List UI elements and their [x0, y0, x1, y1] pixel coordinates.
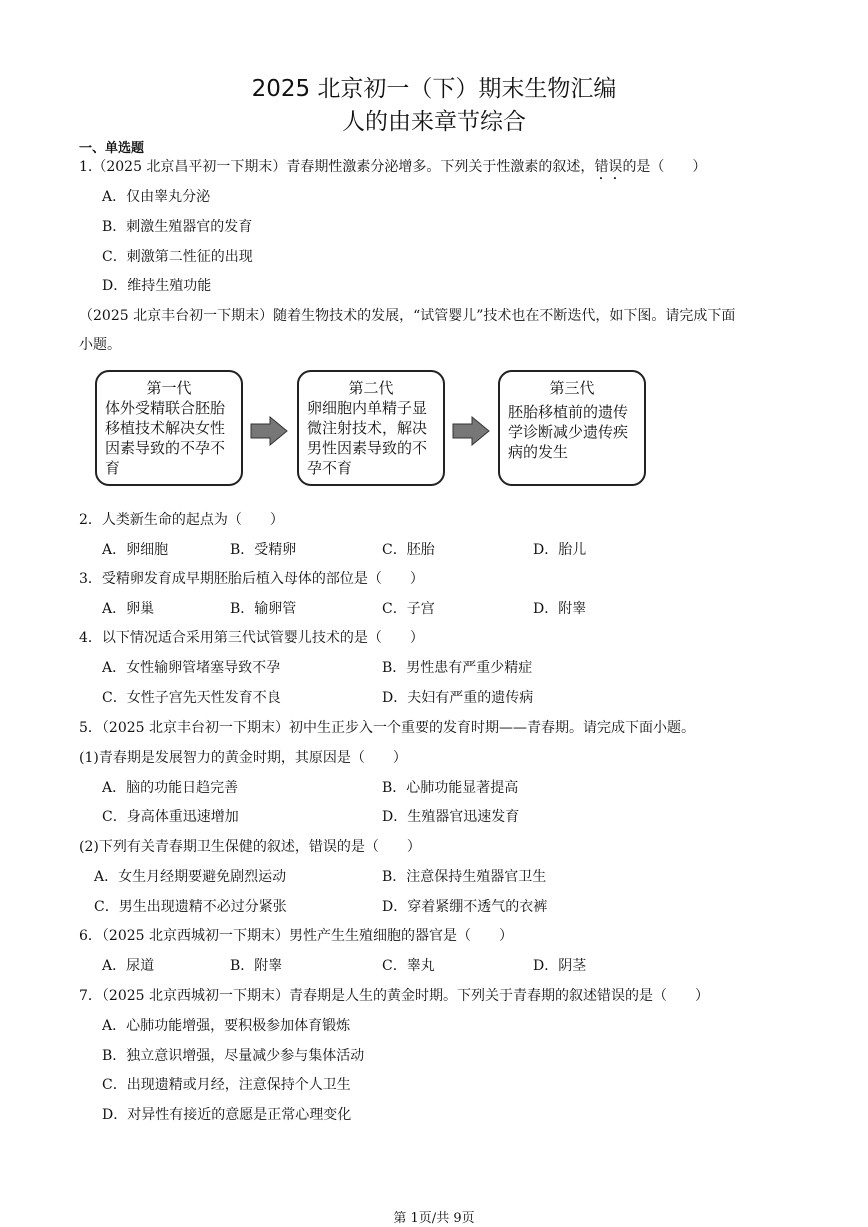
question-7-option-b: B．独立意识增强，尽量减少参与集体活动: [102, 1048, 365, 1064]
generation-1-text: 体外受精联合胚胎移植技术解决女性因素导致的不孕不育: [105, 399, 226, 477]
generation-3-box: [498, 370, 646, 486]
question-5-sub1: (1)青春期是发展智力的黄金时期，其原因是（ ）: [79, 750, 407, 766]
question-6-option-c: C．睾丸: [382, 958, 435, 974]
page-subtitle: 人的由来章节综合: [342, 109, 526, 135]
question-4-option-d: D．夫妇有严重的遗传病: [382, 690, 534, 706]
question-3-option-b: B．输卵管: [230, 601, 297, 617]
question-5-1-option-d: D．生殖器官迅速发育: [382, 809, 520, 825]
generation-1-title: 第一代: [146, 379, 192, 397]
question-2-option-a: A．卵细胞: [102, 542, 169, 558]
question-3-stem: 3．受精卵发育成早期胚胎后植入母体的部位是（ ）: [79, 571, 424, 587]
generation-2-text: 卵细胞内单精子显微注射技术，解决男性因素导致的不孕不育: [307, 399, 428, 477]
question-2-stem: 2．人类新生命的起点为（ ）: [79, 512, 284, 528]
group-intro-line2: 小题。: [79, 337, 121, 353]
page-footer: 第 1页/共 9页: [393, 1211, 475, 1226]
question-3-option-c: C．子宫: [382, 601, 435, 617]
question-5-2-option-a: A．女生月经期要避免剧烈运动: [94, 869, 287, 885]
question-1-stem: [79, 156, 706, 183]
question-3-option-d: D．附睾: [533, 601, 587, 617]
question-3-option-a: A．卵巢: [102, 601, 155, 617]
question-1-option-d: D．维持生殖功能: [102, 278, 212, 294]
question-2-option-d: D．胎儿: [533, 542, 587, 558]
question-6-option-a: A．尿道: [102, 958, 155, 974]
question-5-sub2: (2)下列有关青春期卫生保健的叙述，错误的是（ ）: [79, 839, 421, 855]
question-7-stem: 7．（2025 北京西城初一下期末）青春期是人生的黄金时期。下列关于青春期的叙述错误的是（ ）: [79, 988, 709, 1004]
generation-2-title: 第二代: [348, 379, 394, 397]
question-1-emphasis: 错误: [594, 159, 623, 175]
question-7-option-d: D．对异性有接近的意愿是正常心理变化: [102, 1107, 352, 1123]
question-4-option-a: A．女性输卵管堵塞导致不孕: [102, 660, 281, 676]
question-1-option-b: B．刺激生殖器官的发育: [102, 219, 253, 235]
question-1-stem-end: 的是（ ）: [622, 159, 707, 175]
question-2-option-c: C．胚胎: [382, 542, 435, 558]
question-7-option-a: A．心肺功能增强，要积极参加体育锻炼: [102, 1018, 351, 1034]
question-4-option-b: B．男性患有严重少精症: [382, 660, 533, 676]
question-5-1-option-b: B．心肺功能显著提高: [382, 780, 519, 796]
question-7-option-c: C．出现遗精或月经，注意保持个人卫生: [102, 1077, 351, 1093]
group-intro-line1: （2025 北京丰台初一下期末）随着生物技术的发展，“试管婴儿”技术也在不断迭代，如下图。请完成下面: [79, 308, 736, 324]
generation-2-box: [297, 370, 445, 486]
question-6-option-b: B．附睾: [230, 958, 283, 974]
generation-3-title: 第三代: [549, 379, 595, 397]
question-5-2-option-b: B．注意保持生殖器官卫生: [382, 869, 547, 885]
generation-3-text: 胚胎移植前的遗传学诊断减少遗传疾病的发生: [508, 403, 629, 461]
question-1-option-a: A．仅由睾丸分泌: [102, 189, 211, 205]
question-6-stem: 6．（2025 北京西城初一下期末）男性产生生殖细胞的器官是（ ）: [79, 928, 513, 944]
question-5-1-option-a: A．脑的功能日趋完善: [102, 780, 239, 796]
generation-1-box: [95, 370, 243, 486]
question-1-option-c: C．刺激第二性征的出现: [102, 249, 253, 265]
question-5-2-option-c: C．男生出现遗精不必过分紧张: [94, 899, 287, 915]
arrow-2-icon: [452, 416, 490, 446]
question-5-stem: 5．（2025 北京丰台初一下期末）初中生正步入一个重要的发育时期——青春期。请完成下面小题。: [79, 720, 695, 736]
question-6-option-d: D．阴茎: [533, 958, 587, 974]
question-2-option-b: B．受精卵: [230, 542, 297, 558]
question-5-1-option-c: C．身高体重迅速增加: [102, 809, 239, 825]
question-4-option-c: C．女性子宫先天性发育不良: [102, 690, 281, 706]
question-4-stem: 4．以下情况适合采用第三代试管婴儿技术的是（ ）: [79, 630, 424, 646]
question-5-2-option-d: D．穿着紧绷不透气的衣裤: [382, 899, 548, 915]
page-title: 2025 北京初一（下）期末生物汇编: [251, 76, 617, 102]
question-1-stem-part: 1.（2025 北京昌平初一下期末）青春期性激素分泌增多。下列关于性激素的叙述，: [79, 159, 595, 175]
arrow-1-icon: [250, 416, 288, 446]
section-heading: 一、单选题: [79, 141, 145, 156]
